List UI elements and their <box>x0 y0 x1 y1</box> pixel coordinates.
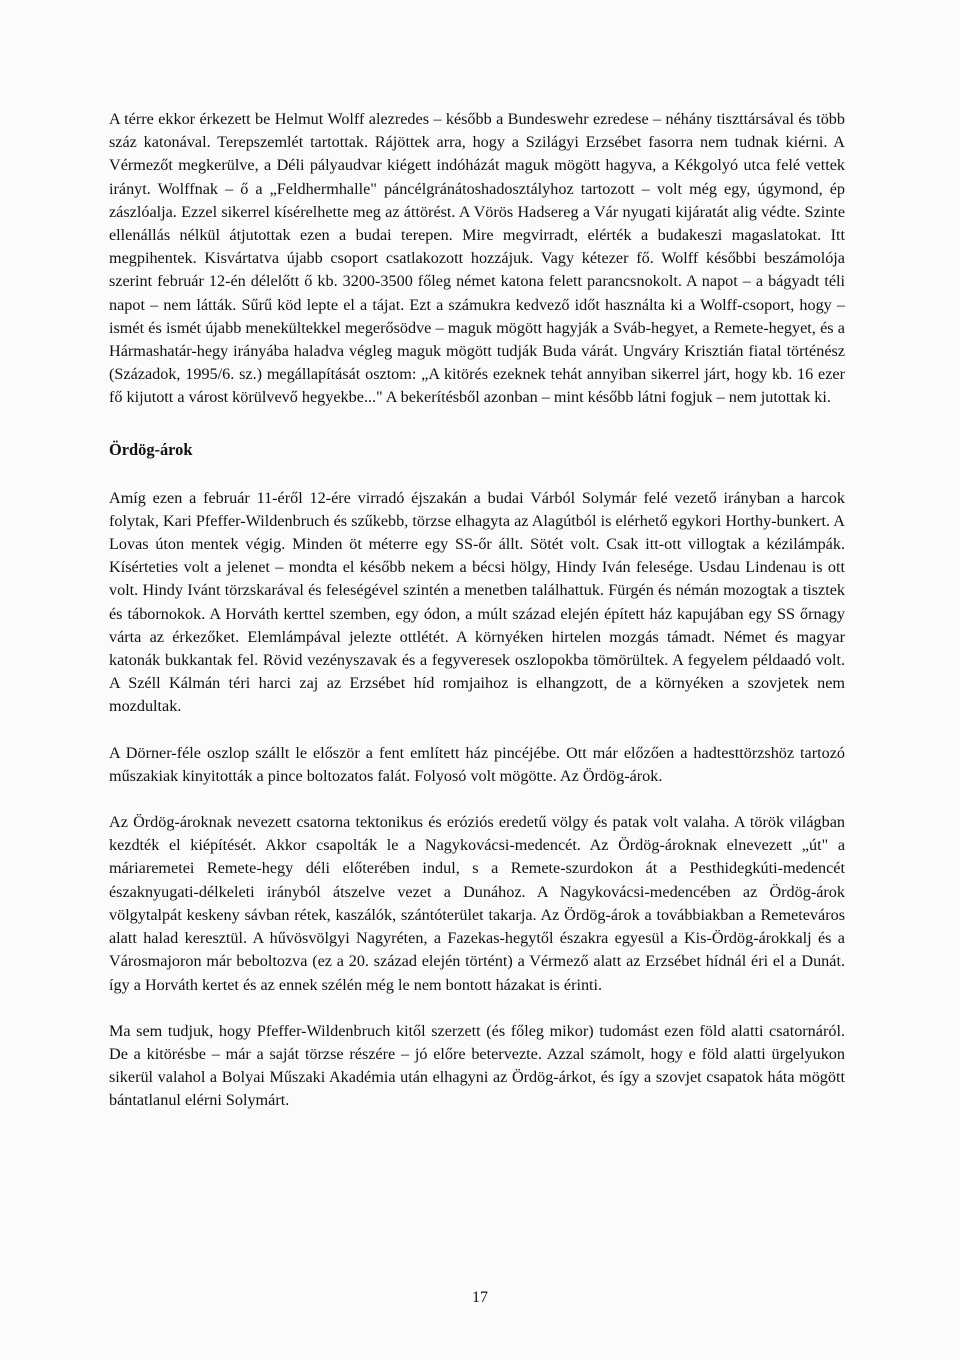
paragraph-wolff-breakout: A térre ekkor érkezett be Helmut Wolff alezredes – később a Bundeswehr ezredese – néhány tiszttársával és több száz katonával. Terepszemlét tartottak. Rájöttek arra, hogy a Szilágyi Erzsébet fasorra nem tudnak kiérni. A Vérmezőt megkerülve, a Déli pályaudvar kiégett indóházát maguk mögött hagyva, a Kékgolyó utca felé vettek irányt. Wolffnak – ő a „Feldhermhalle" páncélgránátoshadosztályhoz tartozott – volt még egy, úgymond, ép zászlóalja. Ezzel sikerrel kísérelhette meg az áttörést. A Vörös Hadsereg a Vár nyugati kijáratát alig védte. Szinte ellenállás nélkül átjutottak ezen a budai terepen. Mire megvirradt, elérték a budakeszi magaslatokat. Itt megpihentek. Kisvártatva újabb csoport csatlakozott hozzájuk. Vagy kétezer fő. Wolff későbbi beszámolója szerint február 12-én délelőtt ő kb. 3200-3500 főleg német katona felett parancsnokolt. A napot – a bágyadt téli napot – nem látták. Sűrű köd lepte el a tájat. Ezt a számukra kedvező időt használta ki a Wolff-csoport, hogy – ismét és ismét újabb menekültekkel megerősödve – maguk mögött hagyják a Sváb-hegyet, a Remete-hegyet, és a Hármashatár-hegy irányába haladva végleg maguk mögött tudják Buda várát. Ungváry Krisztián fiatal történész (Századok, 1995/6. sz.) megállapítását osztom: „A kitörés ezeknek tehát annyiban sikerrel járt, hogy kb. 16 ezer fő kijutott a várost körülvevő hegyekbe..." A bekerítésből azonban – mint később látni fogjuk – nem jutottak ki. <box>109 110 845 407</box>
paragraph-ordog-arok-description: Az Ördög-ároknak nevezett csatorna tektonikus és eróziós eredetű völgy és patak volt valaha. A török világban kezdték el kiépítését. Akkor csapolták le a Nagykovácsi-medencét. Az Ördög-ároknak elnevezett „út" a máriaremetei Remete-hegy déli előterében indul, s a Remete-szurdokon át a Pesthidegkúti-medencét északnyugati-délkeleti irányból átszelve vezet a Dunához. A Nagykovácsi-medencében az Ördög-árok völgytalpát keskeny sávban rétek, kaszálók, szántóterület takarja. Az Ördög-árok a továbbiakban a Remeteváros alatt halad keresztül. A hűvösvölgyi Nagyréten, a Fazekas-hegytől északra egyesül a Kis-Ördög-árokkalj és a Városmajoron már beboltozva (ez a 20. század elején történt) a Vérmező alatt az Erzsébet hídnál éri el a Dunát. így a Horváth kertet és az ennek szélén még le nem bontott házakat is érinti. <box>109 813 845 994</box>
paragraph-underground-channel: Ma sem tudjuk, hogy Pfeffer-Wildenbruch kitől szerzett (és főleg mikor) tudomást ezen föld alatti csatornáról. De a kitörésbe – már a saját törzse részére – jó előre betervezte. Azzal számolt, hogy e föld alatti ürgelyukon sikerül valahol a Bolyai Műszaki Akadémia után elhagyni az Ördög-árkot, és így a szovjet csapatok háta mögött bántatlanul elérni Solymárt. <box>109 1021 845 1110</box>
paragraph-pfeffer-wildenbruch-march: Amíg ezen a február 11-éről 12-ére virradó éjszakán a budai Várból Solymár felé vezető irányban a harcok folytak, Kari Pfeffer-Wildenbruch és szűkebb, törzse elhagyta az Alagútból is elérhető egykori Horthy-bunkert. A Lovas úton mentek végig. Minden öt méterre egy SS-őr állt. Sötét volt. Csak itt-ott villogtak a kézilámpák. Kísérteties volt a jelenet – mondta el később nekem a bécsi hölgy, Hindy Iván felesége. Usdau Lindenau is ott volt. Hindy Ivánt törzskarával és feleségével szintén a menetben találhattuk. Fürgén és némán mozogtak a tisztek és tábornokok. A Horváth kerttel szemben, egy ódon, a múlt század elején épített ház kapujában egy SS őrnagy várta az érkezőket. Elemlámpával jelezte ottlétét. A környéken hirtelen mozgás támadt. Német és magyar katonák bukkantak fel. Rövid vezényszavak és a fegyveresek oszlopokba tömörültek. A fegyelem példaadó volt. A Széll Kálmán téri harci zaj az Erzsébet híd romjaihoz is elhangzott, de a környéken a szovjetek nem mozdultak. <box>109 488 845 716</box>
document-body <box>109 108 845 1136</box>
paragraph-dorner-column: A Dörner-féle oszlop szállt le először a fent említett ház pincéjébe. Ott már előzően a hadtesttörzshöz tartozó műszakiak kinyitották a pince boltozatos falát. Folyosó volt mögötte. Az Ördög-árok. <box>109 743 845 785</box>
page-number: 17 <box>472 1289 488 1306</box>
section-heading: Ördög-árok <box>109 439 193 459</box>
